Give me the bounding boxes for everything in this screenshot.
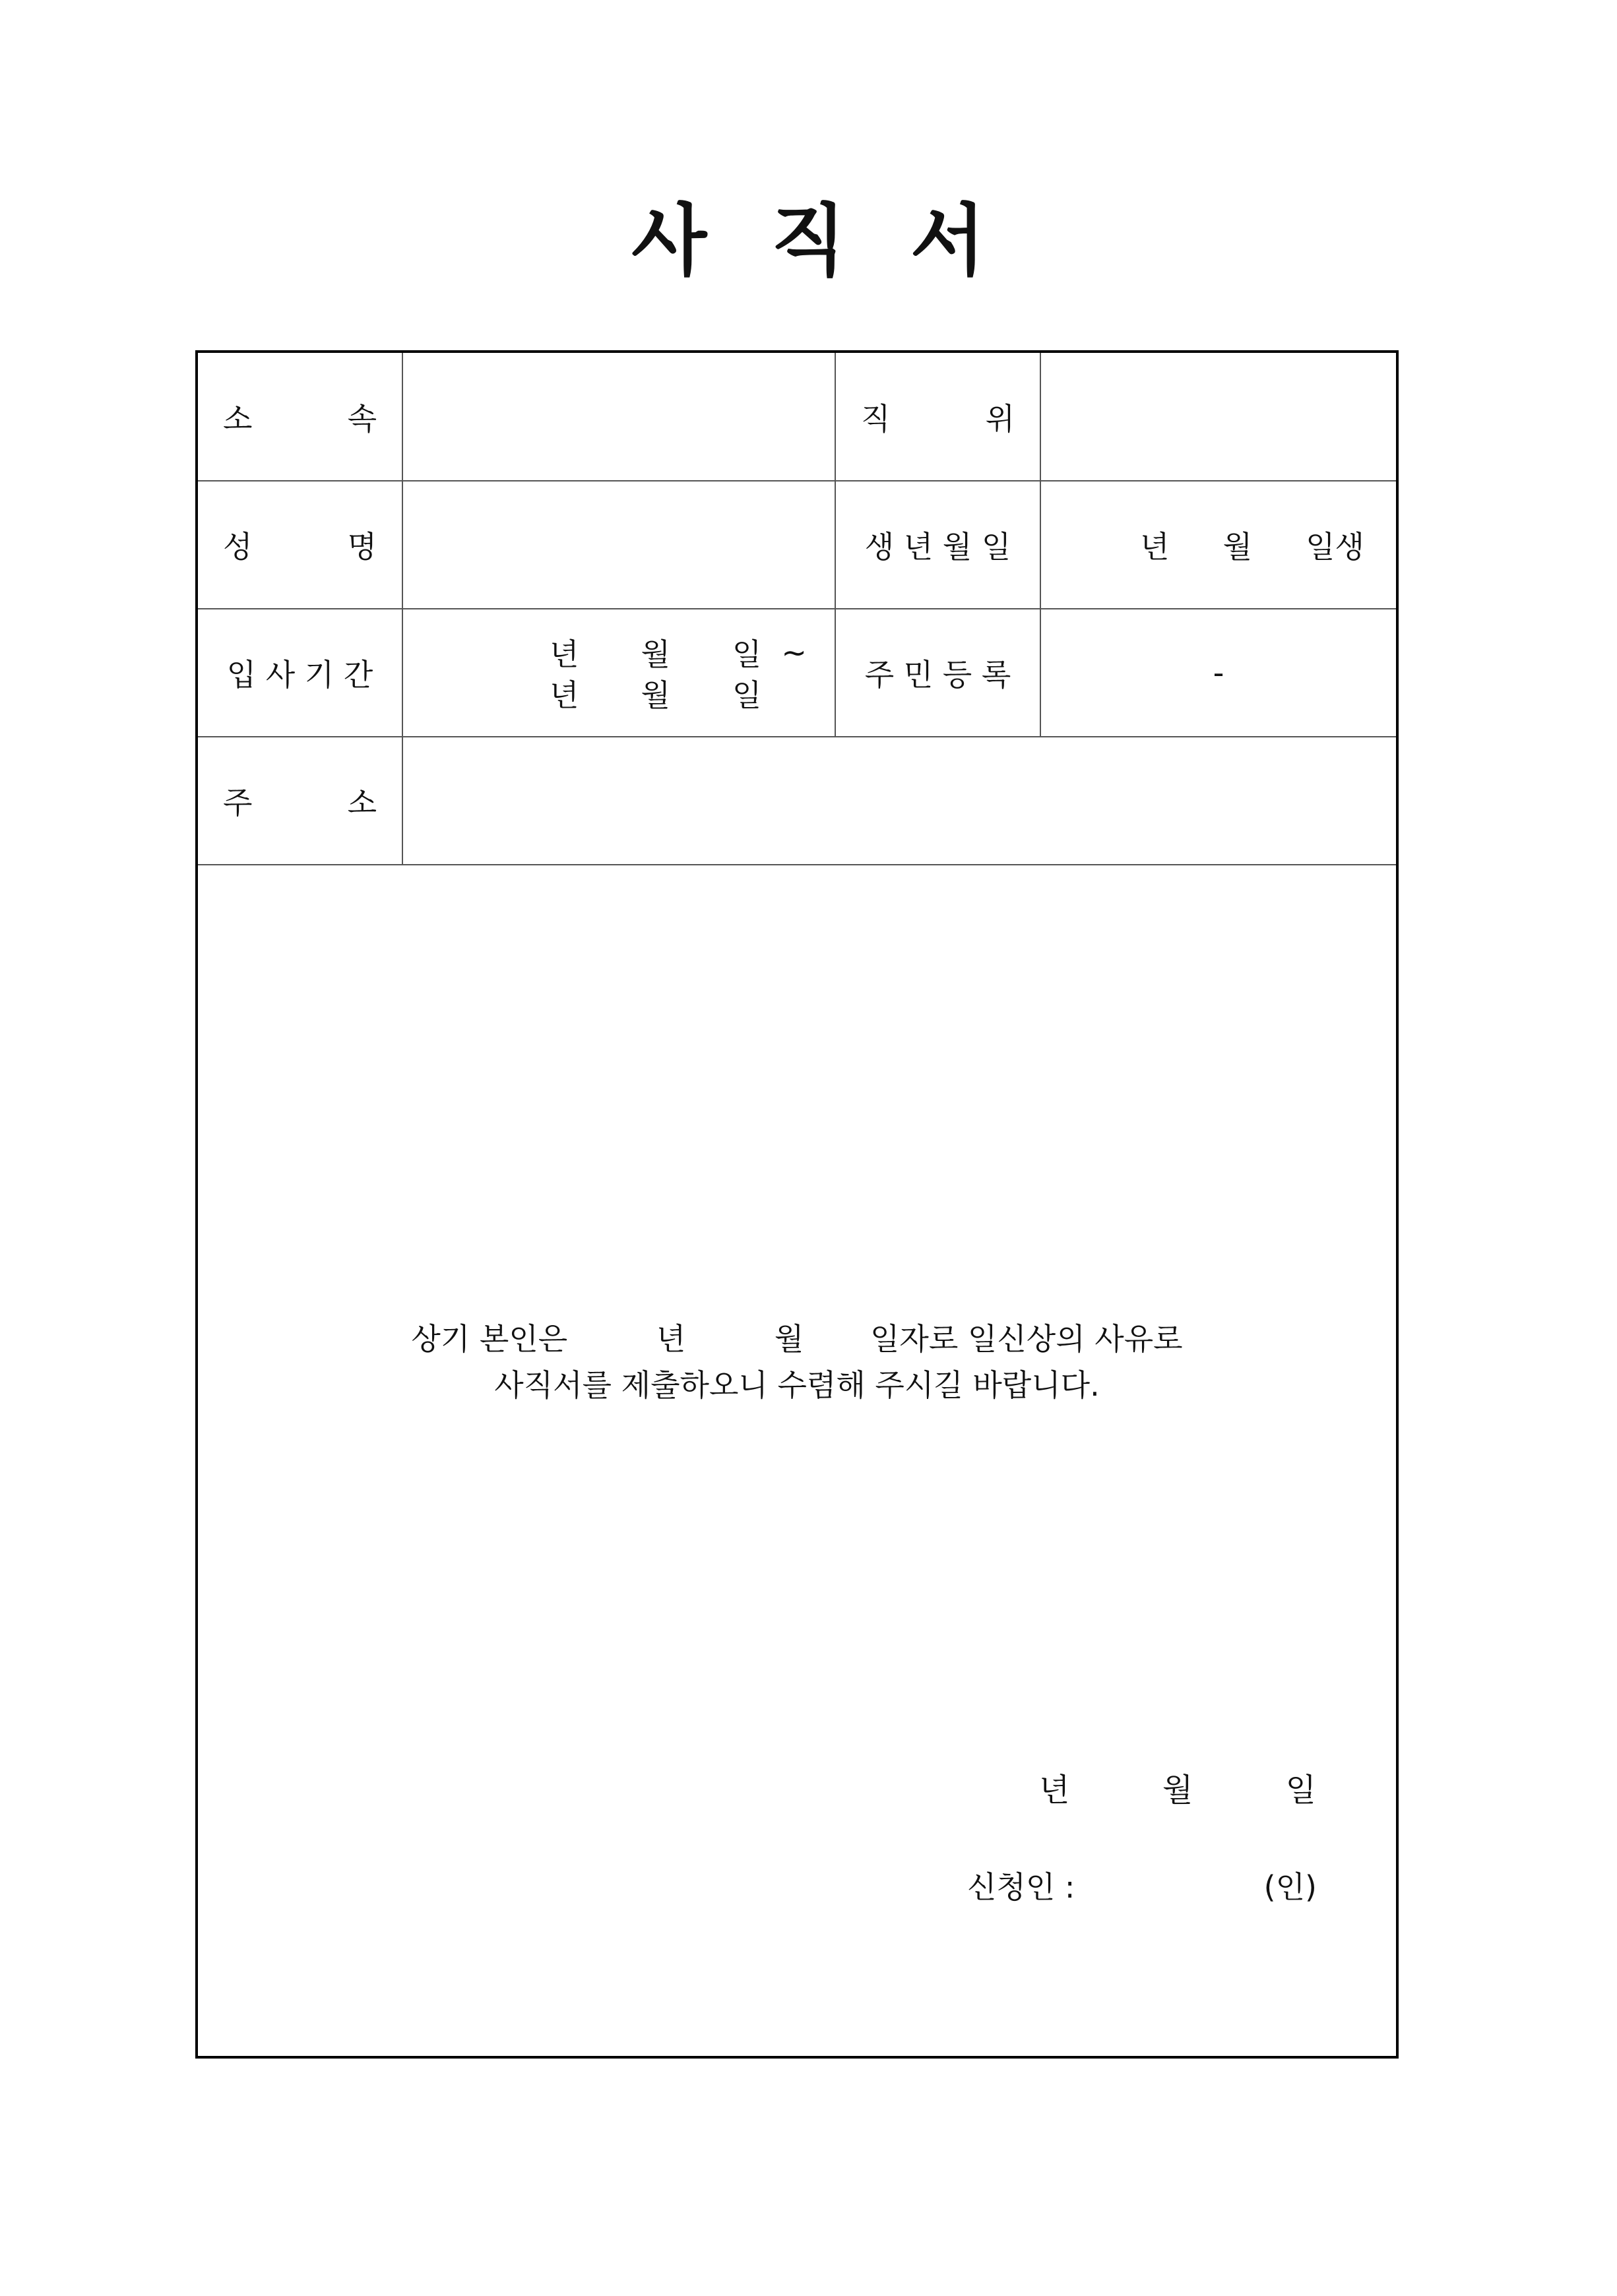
birth-label: 생 년 월 일	[864, 529, 1011, 565]
period-start: 년 월 일 ~	[550, 635, 807, 672]
form-frame	[195, 350, 1399, 2059]
resident-label: 주 민 등 록	[864, 657, 1011, 693]
table-row	[198, 481, 1396, 609]
title-char: 서	[910, 195, 986, 286]
title-char: 직	[771, 195, 846, 286]
period-field[interactable]	[402, 609, 835, 737]
birth-field[interactable]: 년 월 일생	[1040, 481, 1396, 609]
period-label-cell	[198, 609, 402, 737]
document-title	[0, 178, 1617, 290]
resident-field[interactable]	[1040, 609, 1396, 737]
table-row	[198, 353, 1396, 481]
name-label-cell: 성 명	[198, 481, 402, 609]
table-row	[198, 609, 1396, 737]
address-label-cell: 주 소	[198, 737, 402, 865]
applicant-label: 신청인 :	[967, 1869, 1075, 1905]
position-label-cell: 직 위	[835, 353, 1040, 481]
resident-dash: -	[1213, 655, 1224, 691]
seal-mark: (인)	[1263, 1869, 1317, 1905]
statement-line-2: 사직서를 제출하오니 수렴해 주시길 바랍니다.	[494, 1367, 1100, 1403]
table-row	[198, 737, 1396, 865]
statement-line-1: 상기 본인은 년 월 일자로 일신상의 사유로	[411, 1321, 1183, 1357]
dept-label-cell: 소 속	[198, 353, 402, 481]
resignation-statement	[198, 1316, 1396, 1408]
info-table	[198, 353, 1396, 865]
submission-date: 년 월 일	[1039, 1772, 1316, 1809]
position-field[interactable]	[1040, 353, 1396, 481]
applicant-signature	[967, 1863, 1317, 1907]
resident-label-cell	[835, 609, 1040, 737]
period-label: 입 사 기 간	[226, 657, 373, 693]
address-field[interactable]	[402, 737, 1396, 865]
period-end: 년 월 일	[550, 677, 762, 713]
dept-field[interactable]	[402, 353, 835, 481]
title-char: 사	[631, 195, 707, 286]
name-field[interactable]	[402, 481, 835, 609]
birth-label-cell	[835, 481, 1040, 609]
